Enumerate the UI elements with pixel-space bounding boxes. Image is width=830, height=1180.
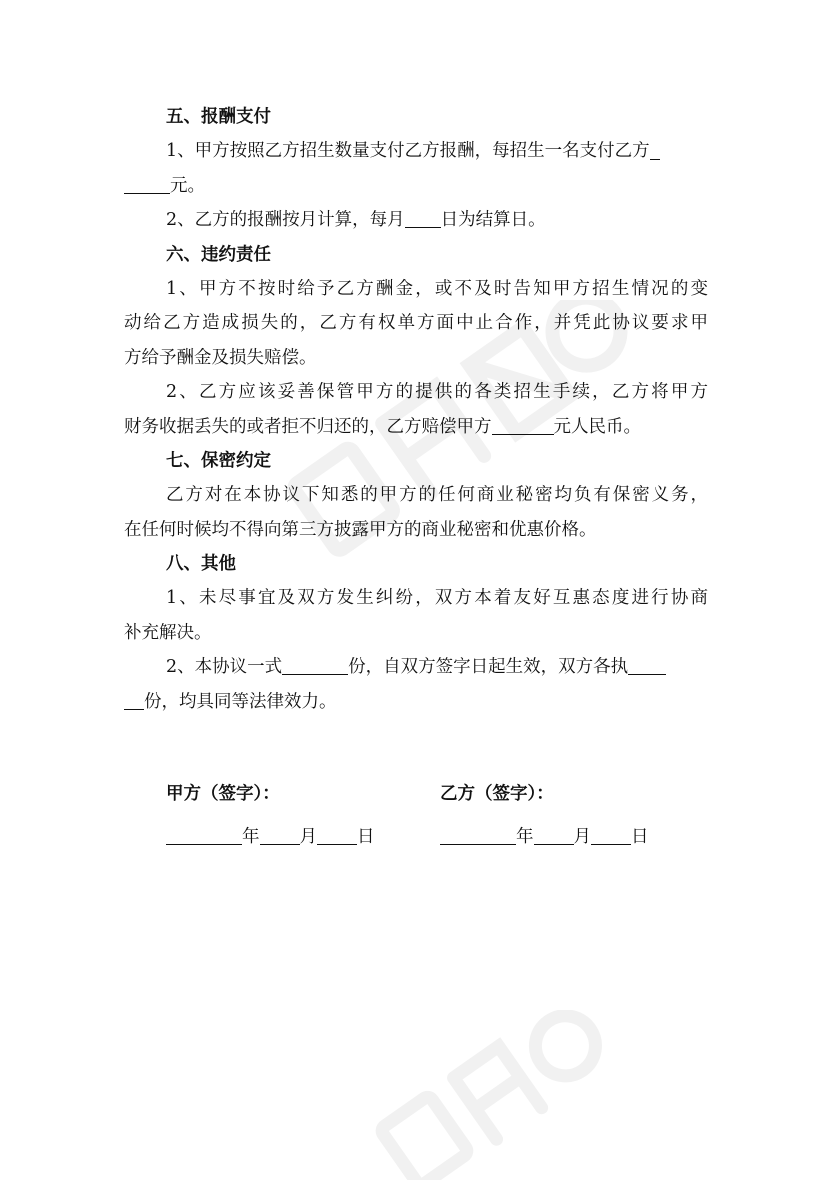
contract-body bbox=[124, 100, 708, 719]
other-clause-1-cont: 补充解决。 bbox=[124, 622, 212, 643]
month-label: 月 bbox=[573, 827, 591, 847]
month-label: 月 bbox=[299, 827, 317, 847]
blank-field bbox=[492, 415, 554, 434]
blank-field bbox=[124, 690, 144, 709]
confidentiality-clause: 乙方对在本协议下知悉的甲方的任何商业秘密均负有保密义务， bbox=[166, 485, 708, 506]
blank-field bbox=[317, 826, 357, 845]
blank-field bbox=[534, 826, 574, 845]
blank-field bbox=[405, 209, 441, 228]
party-b-signature-label: 乙方（签字）： bbox=[440, 784, 554, 804]
liability-clause-1: 1、甲方不按时给予乙方酬金，或不及时告知甲方招生情况的变 bbox=[166, 278, 708, 299]
watermark-graphic bbox=[340, 1010, 640, 1180]
blank-field bbox=[650, 140, 660, 159]
day-label: 日 bbox=[357, 827, 375, 847]
blank-field bbox=[124, 175, 170, 194]
blank-field bbox=[628, 656, 666, 675]
day-label: 日 bbox=[631, 827, 649, 847]
section-heading-confidentiality: 七、保密约定 bbox=[166, 450, 271, 471]
blank-field bbox=[440, 826, 516, 845]
payment-clause-2: 2、乙方的报酬按月计算，每月 日为结算日。 bbox=[166, 210, 546, 231]
year-label: 年 bbox=[516, 827, 534, 847]
liability-clause-1-end: 方给予酬金及损失赔偿。 bbox=[124, 347, 317, 368]
blank-field bbox=[166, 826, 242, 845]
liability-clause-2-cont: 财务收据丢失的或者拒不归还的，乙方赔偿甲方 元人民币。 bbox=[124, 416, 641, 437]
liability-clause-2: 2、乙方应该妥善保管甲方的提供的各类招生手续，乙方将甲方 bbox=[166, 382, 708, 403]
other-clause-1: 1、未尽事宜及双方发生纠纷，双方本着友好互惠态度进行协商 bbox=[166, 588, 708, 609]
year-label: 年 bbox=[242, 827, 260, 847]
liability-clause-1-cont: 动给乙方造成损失的，乙方有权单方面中止合作，并凭此协议要求甲 bbox=[124, 313, 708, 334]
other-clause-2: 2、本协议一式 份，自双方签字日起生效，双方各执 bbox=[124, 650, 708, 684]
confidentiality-clause-cont: 在任何时候均不得向第三方披露甲方的商业秘密和优惠价格。 bbox=[124, 519, 597, 540]
blank-field bbox=[282, 656, 348, 675]
section-heading-other: 八、其他 bbox=[166, 554, 236, 575]
party-a-date-line bbox=[166, 823, 375, 851]
payment-clause-1-cont: 元。 bbox=[124, 169, 708, 203]
party-b-date-line bbox=[440, 823, 649, 851]
party-a-signature-label: 甲方（签字）： bbox=[166, 784, 280, 804]
section-heading-payment: 五、报酬支付 bbox=[166, 107, 271, 127]
blank-field bbox=[260, 826, 300, 845]
other-clause-2-cont: 份，均具同等法律效力。 bbox=[124, 685, 708, 719]
section-heading-liability: 六、违约责任 bbox=[166, 244, 271, 265]
blank-field bbox=[591, 826, 631, 845]
payment-clause-1: 1、甲方按照乙方招生数量支付乙方报酬，每招生一名支付乙方 bbox=[124, 134, 708, 168]
